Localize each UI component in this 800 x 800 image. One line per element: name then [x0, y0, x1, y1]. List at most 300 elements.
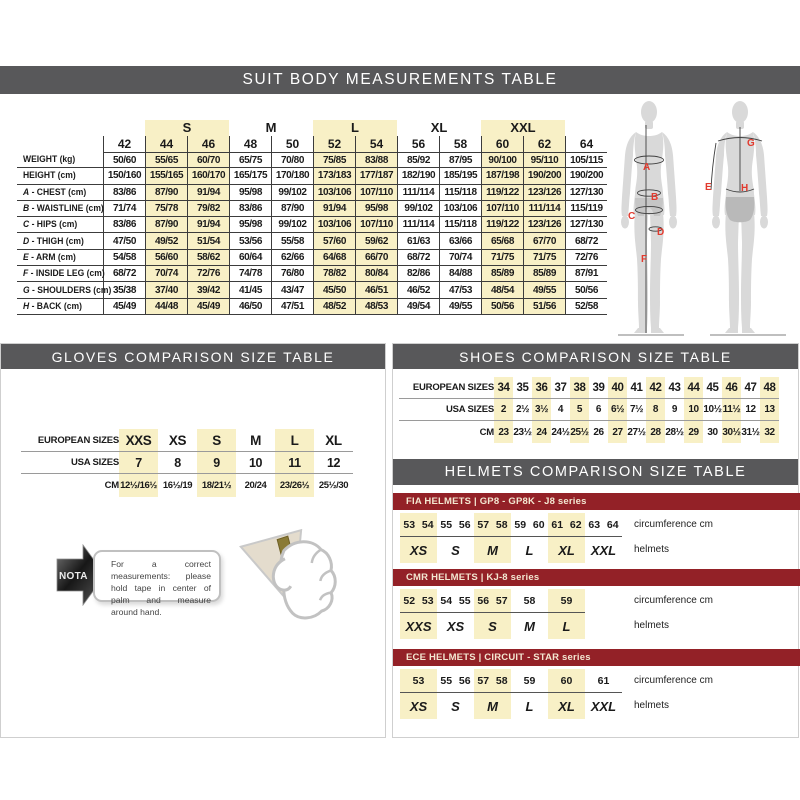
size-cell: 6½	[608, 399, 627, 420]
suit-cell: 47/51	[271, 299, 313, 315]
suit-size-col-50: 50	[271, 136, 313, 152]
size-cell: 16½/19	[162, 480, 193, 491]
suit-cell: 107/110	[355, 217, 397, 233]
suit-cell: 95/98	[355, 201, 397, 217]
suit-group-M: M	[265, 120, 277, 135]
size-cell: 42	[646, 377, 665, 398]
helmet-size-group-XS	[400, 513, 437, 563]
suit-cell: 107/110	[355, 185, 397, 201]
gloves-table-row	[21, 474, 353, 497]
helmet-section-0	[393, 493, 800, 569]
size-cell: 7½	[629, 404, 644, 415]
size-cell: 2½	[515, 404, 530, 415]
suit-cell: 115/118	[439, 185, 481, 201]
suit-cell: 82/86	[397, 266, 439, 282]
suit-size-col-52: 52	[313, 136, 355, 152]
helmet-size-group-M	[474, 669, 511, 719]
suit-cell: 39/42	[187, 282, 229, 298]
helmet-size-label: L	[525, 542, 534, 558]
suit-cell: 91/94	[187, 217, 229, 233]
size-cell: 32	[760, 421, 779, 443]
size-cell: 12	[326, 455, 341, 470]
size-cell: M	[250, 432, 261, 448]
suit-size-col-42: 42	[103, 136, 145, 152]
helmet-size-group-XS	[437, 589, 474, 639]
shoes-size-table	[399, 377, 779, 443]
suit-cell: 103/106	[313, 217, 355, 233]
suit-cell: 64/68	[313, 250, 355, 266]
circumference-value: 56	[458, 674, 471, 687]
suit-cell: 46/51	[355, 282, 397, 298]
circumference-value: 55	[458, 594, 471, 607]
size-cell: 48	[760, 377, 779, 398]
suit-cell: 62/66	[271, 250, 313, 266]
helmet-size-label: S	[451, 698, 460, 714]
helmet-circumference-values	[511, 513, 548, 537]
suit-cell: 48/54	[481, 282, 523, 298]
suit-cell: 70/74	[439, 250, 481, 266]
circumference-value: 58	[495, 518, 508, 531]
size-cell: 40	[608, 377, 627, 398]
circumference-value: 53	[421, 594, 434, 607]
suit-table-title: SUIT BODY MEASUREMENTS TABLE	[0, 66, 800, 94]
suit-cell: 48/53	[355, 299, 397, 315]
suit-cell: 190/200	[523, 168, 565, 184]
shoes-table-row	[399, 421, 779, 443]
body-measurement-figures	[612, 97, 800, 340]
suit-cell: 119/122	[481, 185, 523, 201]
suit-cell: 46/50	[229, 299, 271, 315]
gloves-section	[0, 343, 386, 738]
helmet-circumference-values	[548, 513, 585, 537]
letter-A: A	[643, 162, 651, 173]
size-cell: 11	[275, 452, 314, 473]
suit-cell: 51/56	[523, 299, 565, 315]
size-cell: 20/24	[244, 480, 267, 491]
helmet-size-group-XXL	[585, 513, 622, 563]
circumference-value: 58	[495, 674, 508, 687]
letter-H: H	[741, 183, 749, 194]
suit-cell: 123/126	[523, 185, 565, 201]
helmet-size-label: M	[487, 698, 498, 714]
size-cell: 34	[494, 377, 513, 398]
size-cell: 13	[760, 399, 779, 420]
helmet-table	[400, 513, 622, 563]
suit-cell: 74/78	[229, 266, 271, 282]
size-cell: XXS	[119, 429, 158, 451]
suit-cell: 187/198	[481, 168, 523, 184]
size-cell: 8	[646, 399, 665, 420]
letter-D: D	[657, 227, 665, 238]
size-cell: 4	[557, 404, 564, 415]
circumference-units-label: circumference cm	[634, 595, 713, 606]
suit-cell: 78/82	[313, 266, 355, 282]
size-cell: 39	[592, 381, 605, 394]
size-cell: 12	[745, 404, 756, 415]
suit-size-col-46: 46	[187, 136, 229, 152]
gloves-table-title: GLOVES COMPARISON SIZE TABLE	[1, 344, 385, 369]
suit-group-edge	[565, 120, 607, 136]
circumference-value: 53	[403, 518, 416, 531]
circumference-value: 59	[523, 674, 536, 687]
suit-cell: 87/90	[271, 201, 313, 217]
gloves-size-table	[21, 429, 353, 497]
suit-cell: 115/119	[565, 201, 607, 217]
suit-cell: 58/62	[187, 250, 229, 266]
suit-cell: 41/45	[229, 282, 271, 298]
suit-cell: 44/48	[145, 299, 187, 315]
measurement-note: For a correct measurements: please hold tape in center of palm and measure around hand.	[93, 550, 221, 602]
helmet-size-label: XXL	[590, 542, 617, 558]
circumference-value: 54	[421, 518, 434, 531]
suit-row-label: C - HIPS (cm)	[17, 217, 103, 233]
helmet-size-group-XL	[548, 669, 585, 719]
helmet-size-group-S	[437, 669, 474, 719]
helmet-size-label: XS	[409, 542, 428, 558]
suit-cell: 83/86	[103, 185, 145, 201]
suit-cell: 46/52	[397, 282, 439, 298]
size-cell: 43	[668, 381, 681, 394]
helmet-section-1	[393, 569, 800, 645]
suit-group-XXL: XXL	[481, 120, 565, 136]
helmet-circumference-values	[585, 669, 622, 693]
circumference-value: 63	[588, 518, 601, 531]
helmet-size-group-M	[511, 589, 548, 639]
size-cell: 35	[516, 381, 529, 394]
suit-size-col-62: 62	[523, 136, 565, 152]
suit-cell: 173/183	[313, 168, 355, 184]
circumference-value: 62	[569, 518, 582, 531]
suit-cell: 45/49	[187, 299, 229, 315]
helmet-size-group-M	[474, 513, 511, 563]
size-cell: 9	[671, 404, 678, 415]
suit-cell: 68/72	[397, 250, 439, 266]
letter-C: C	[628, 211, 636, 222]
suit-cell: 107/110	[481, 201, 523, 217]
size-cell: 41	[630, 381, 643, 394]
size-cell: 10	[248, 455, 263, 470]
size-cell: 47	[744, 381, 757, 394]
helmet-size-group-XXS	[400, 589, 437, 639]
suit-cell: 76/80	[271, 266, 313, 282]
helmet-band: FIA HELMETS | GP8 - GP8K - J8 series	[393, 493, 800, 510]
suit-cell: 72/76	[565, 250, 607, 266]
suit-cell: 35/38	[103, 282, 145, 298]
size-cell: 36	[532, 377, 551, 398]
suit-cell: 83/88	[355, 152, 397, 168]
size-cell: 45	[706, 381, 719, 394]
suit-size-col-44: 44	[145, 136, 187, 152]
size-cell: 10½	[703, 404, 722, 415]
helmet-circumference-values	[400, 513, 437, 537]
suit-cell: 115/118	[439, 217, 481, 233]
circumference-value: 59	[560, 594, 573, 607]
suit-cell: 80/84	[355, 266, 397, 282]
suit-cell: 160/170	[187, 168, 229, 184]
suit-size-col-60: 60	[481, 136, 523, 152]
suit-group-L: L	[313, 120, 397, 136]
helmets-table-title: HELMETS COMPARISON SIZE TABLE	[393, 459, 798, 485]
row-label: CM	[479, 426, 494, 438]
suit-row-label: A - CHEST (cm)	[17, 185, 103, 201]
helmet-size-group-L	[511, 669, 548, 719]
suit-cell: 59/62	[355, 233, 397, 249]
suit-cell: 50/56	[481, 299, 523, 315]
suit-cell: 99/102	[271, 217, 313, 233]
suit-cell: 123/126	[523, 217, 565, 233]
size-cell: 26	[593, 426, 604, 438]
shoes-helmets-section	[392, 343, 799, 738]
suit-cell: 49/54	[397, 299, 439, 315]
suit-cell: 65/75	[229, 152, 271, 168]
suit-row-label: WEIGHT (kg)	[17, 152, 103, 168]
suit-cell: 54/58	[103, 250, 145, 266]
size-cell: 30	[707, 426, 718, 438]
size-cell: 25½	[570, 421, 589, 443]
helmets-row-label: helmets	[634, 700, 670, 711]
suit-cell: 87/90	[145, 185, 187, 201]
suit-cell: 60/70	[187, 152, 229, 168]
suit-cell: 52/58	[565, 299, 607, 315]
circumference-value: 57	[477, 518, 490, 531]
suit-group-S: S	[145, 120, 229, 136]
helmet-circumference-values	[474, 669, 511, 693]
suit-cell: 49/52	[145, 233, 187, 249]
circumference-value: 60	[532, 518, 545, 531]
helmet-size-label: S	[451, 542, 460, 558]
helmet-size-group-XS	[400, 669, 437, 719]
suit-cell: 48/52	[313, 299, 355, 315]
suit-group-XL: XL	[430, 120, 448, 135]
suit-cell: 95/98	[229, 185, 271, 201]
suit-cell: 67/70	[523, 233, 565, 249]
size-cell: 12½/16½	[119, 474, 158, 497]
row-label: CM	[104, 480, 119, 491]
size-cell: 31½	[741, 426, 760, 438]
row-label: EUROPEAN SIZES	[412, 382, 494, 393]
suit-cell: 70/80	[271, 152, 313, 168]
suit-group-edge	[103, 120, 145, 136]
size-cell: 6	[595, 404, 602, 415]
suit-cell: 65/68	[481, 233, 523, 249]
size-cell: 28	[646, 421, 665, 443]
suit-cell: 85/89	[523, 266, 565, 282]
helmet-size-label: XL	[558, 698, 575, 714]
suit-cell: 37/40	[145, 282, 187, 298]
size-cell: 11½	[722, 399, 741, 420]
suit-cell: 49/55	[439, 299, 481, 315]
shoes-table-row	[399, 377, 779, 399]
helmet-size-label: XXL	[590, 698, 617, 714]
row-label: EUROPEAN SIZES	[37, 434, 119, 446]
helmet-circumference-values	[437, 513, 474, 537]
circumference-value: 56	[458, 518, 471, 531]
suit-cell: 127/130	[565, 217, 607, 233]
suit-cell: 85/92	[397, 152, 439, 168]
suit-cell: 70/74	[145, 266, 187, 282]
size-cell: 30½	[722, 421, 741, 443]
size-cell: 24	[532, 421, 551, 443]
helmets-row-label: helmets	[634, 544, 670, 555]
suit-row-label: H - BACK (cm)	[17, 299, 103, 315]
circumference-value: 61	[597, 674, 610, 687]
suit-cell: 66/70	[355, 250, 397, 266]
suit-cell: 103/106	[313, 185, 355, 201]
suit-cell: 90/100	[481, 152, 523, 168]
suit-cell: 50/56	[565, 282, 607, 298]
suit-cell: 105/115	[565, 152, 607, 168]
suit-size-col-64: 64	[565, 136, 607, 152]
row-label: USA SIZES	[446, 404, 494, 415]
suit-sizes-spacer	[17, 136, 103, 152]
suit-cell: 111/114	[397, 185, 439, 201]
helmet-size-label: S	[488, 618, 497, 634]
size-cell: 44	[684, 377, 703, 398]
suit-cell: 53/56	[229, 233, 271, 249]
suit-cell: 71/75	[523, 250, 565, 266]
size-cell: 9	[197, 452, 236, 473]
size-cell: 24½	[551, 426, 570, 438]
letter-G: G	[747, 138, 755, 149]
helmet-circumference-values	[548, 589, 585, 613]
size-cell: 23½	[513, 426, 532, 438]
size-cell: 46	[722, 377, 741, 398]
size-cell: S	[197, 429, 236, 451]
suit-cell: 87/95	[439, 152, 481, 168]
suit-cell: 61/63	[397, 233, 439, 249]
suit-cell: 119/122	[481, 217, 523, 233]
helmet-size-label: XS	[446, 618, 465, 634]
suit-row-label: HEIGHT (cm)	[17, 168, 103, 184]
size-cell: 18/21½	[197, 474, 236, 497]
shoes-table-row	[399, 399, 779, 421]
helmet-circumference-values	[400, 669, 437, 693]
suit-size-table	[17, 120, 607, 315]
suit-cell: 49/55	[523, 282, 565, 298]
suit-row-label: G - SHOULDERS (cm)	[17, 282, 103, 298]
circumference-units-label: circumference cm	[634, 675, 713, 686]
helmet-table	[400, 669, 622, 719]
suit-cell: 177/187	[355, 168, 397, 184]
circumference-value: 58	[523, 594, 536, 607]
size-cell: XS	[168, 432, 187, 448]
suit-cell: 45/49	[103, 299, 145, 315]
suit-cell: 95/110	[523, 152, 565, 168]
helmet-circumference-values	[511, 669, 548, 693]
suit-cell: 150/160	[103, 168, 145, 184]
suit-cell: 83/86	[103, 217, 145, 233]
size-cell: 5	[570, 399, 589, 420]
suit-cell: 165/175	[229, 168, 271, 184]
suit-cell: 91/94	[187, 185, 229, 201]
suit-cell: 99/102	[271, 185, 313, 201]
suit-size-col-48: 48	[229, 136, 271, 152]
suit-cell: 55/65	[145, 152, 187, 168]
size-cell: 27½	[627, 426, 646, 438]
suit-size-col-58: 58	[439, 136, 481, 152]
suit-cell: 190/200	[565, 168, 607, 184]
helmet-size-label: M	[524, 618, 535, 634]
size-cell: 38	[570, 377, 589, 398]
suit-row-label: D - THIGH (cm)	[17, 233, 103, 249]
circumference-value: 55	[440, 674, 453, 687]
helmet-circumference-values	[585, 513, 622, 537]
helmet-size-group-S	[437, 513, 474, 563]
suit-size-col-54: 54	[355, 136, 397, 152]
suit-cell: 72/76	[187, 266, 229, 282]
size-cell: 10	[684, 399, 703, 420]
size-cell: 28½	[665, 426, 684, 438]
helmet-size-label: XS	[409, 698, 428, 714]
helmet-circumference-values	[400, 589, 437, 613]
circumference-value: 57	[477, 674, 490, 687]
suit-size-col-56: 56	[397, 136, 439, 152]
helmet-size-group-L	[548, 589, 585, 639]
suit-cell: 84/88	[439, 266, 481, 282]
suit-cell: 43/47	[271, 282, 313, 298]
suit-cell: 45/50	[313, 282, 355, 298]
helmet-circumference-values	[548, 669, 585, 693]
circumference-value: 56	[477, 594, 490, 607]
suit-row-label: B - WAISTLINE (cm)	[17, 201, 103, 217]
size-cell: 2	[494, 399, 513, 420]
suit-cell: 87/90	[145, 217, 187, 233]
suit-cell: 95/98	[229, 217, 271, 233]
helmet-size-group-XXL	[585, 669, 622, 719]
suit-cell: 127/130	[565, 185, 607, 201]
helmet-band: CMR HELMETS | KJ-8 series	[393, 569, 800, 586]
helmet-circumference-values	[474, 513, 511, 537]
circumference-value: 64	[606, 518, 619, 531]
size-cell: XL	[325, 432, 342, 448]
circumference-value: 60	[560, 674, 573, 687]
suit-cell: 185/195	[439, 168, 481, 184]
helmet-size-group-XL	[548, 513, 585, 563]
helmet-circumference-values	[511, 589, 548, 613]
suit-cell: 71/75	[481, 250, 523, 266]
helmet-band: ECE HELMETS | CIRCUIT - STAR series	[393, 649, 800, 666]
size-cell: 27	[608, 421, 627, 443]
helmet-table	[400, 589, 585, 639]
suit-cell: 47/53	[439, 282, 481, 298]
suit-cell: 83/86	[229, 201, 271, 217]
helmet-size-label: XXS	[405, 618, 432, 634]
gloves-table-row	[21, 429, 353, 452]
shoes-table-title: SHOES COMPARISON SIZE TABLE	[393, 344, 798, 369]
suit-cell: 75/78	[145, 201, 187, 217]
suit-cell: 182/190	[397, 168, 439, 184]
suit-cell: 79/82	[187, 201, 229, 217]
suit-cell: 50/60	[103, 152, 145, 168]
size-cell: 3½	[532, 399, 551, 420]
suit-cell: 60/64	[229, 250, 271, 266]
suit-cell: 99/102	[397, 201, 439, 217]
size-cell: 8	[174, 455, 181, 470]
suit-cell: 68/72	[565, 233, 607, 249]
suit-row-label: F - INSIDE LEG (cm)	[17, 266, 103, 282]
suit-cell: 111/114	[523, 201, 565, 217]
helmet-size-group-S	[474, 589, 511, 639]
suit-cell: 57/60	[313, 233, 355, 249]
helmets-row-label: helmets	[634, 620, 670, 631]
letter-F: F	[641, 254, 648, 265]
helmet-circumference-values	[474, 589, 511, 613]
size-cell: 25½/30	[318, 480, 349, 491]
helmet-size-label: L	[562, 618, 571, 634]
circumference-value: 57	[495, 594, 508, 607]
suit-cell: 91/94	[313, 201, 355, 217]
size-cell: 7	[119, 452, 158, 473]
